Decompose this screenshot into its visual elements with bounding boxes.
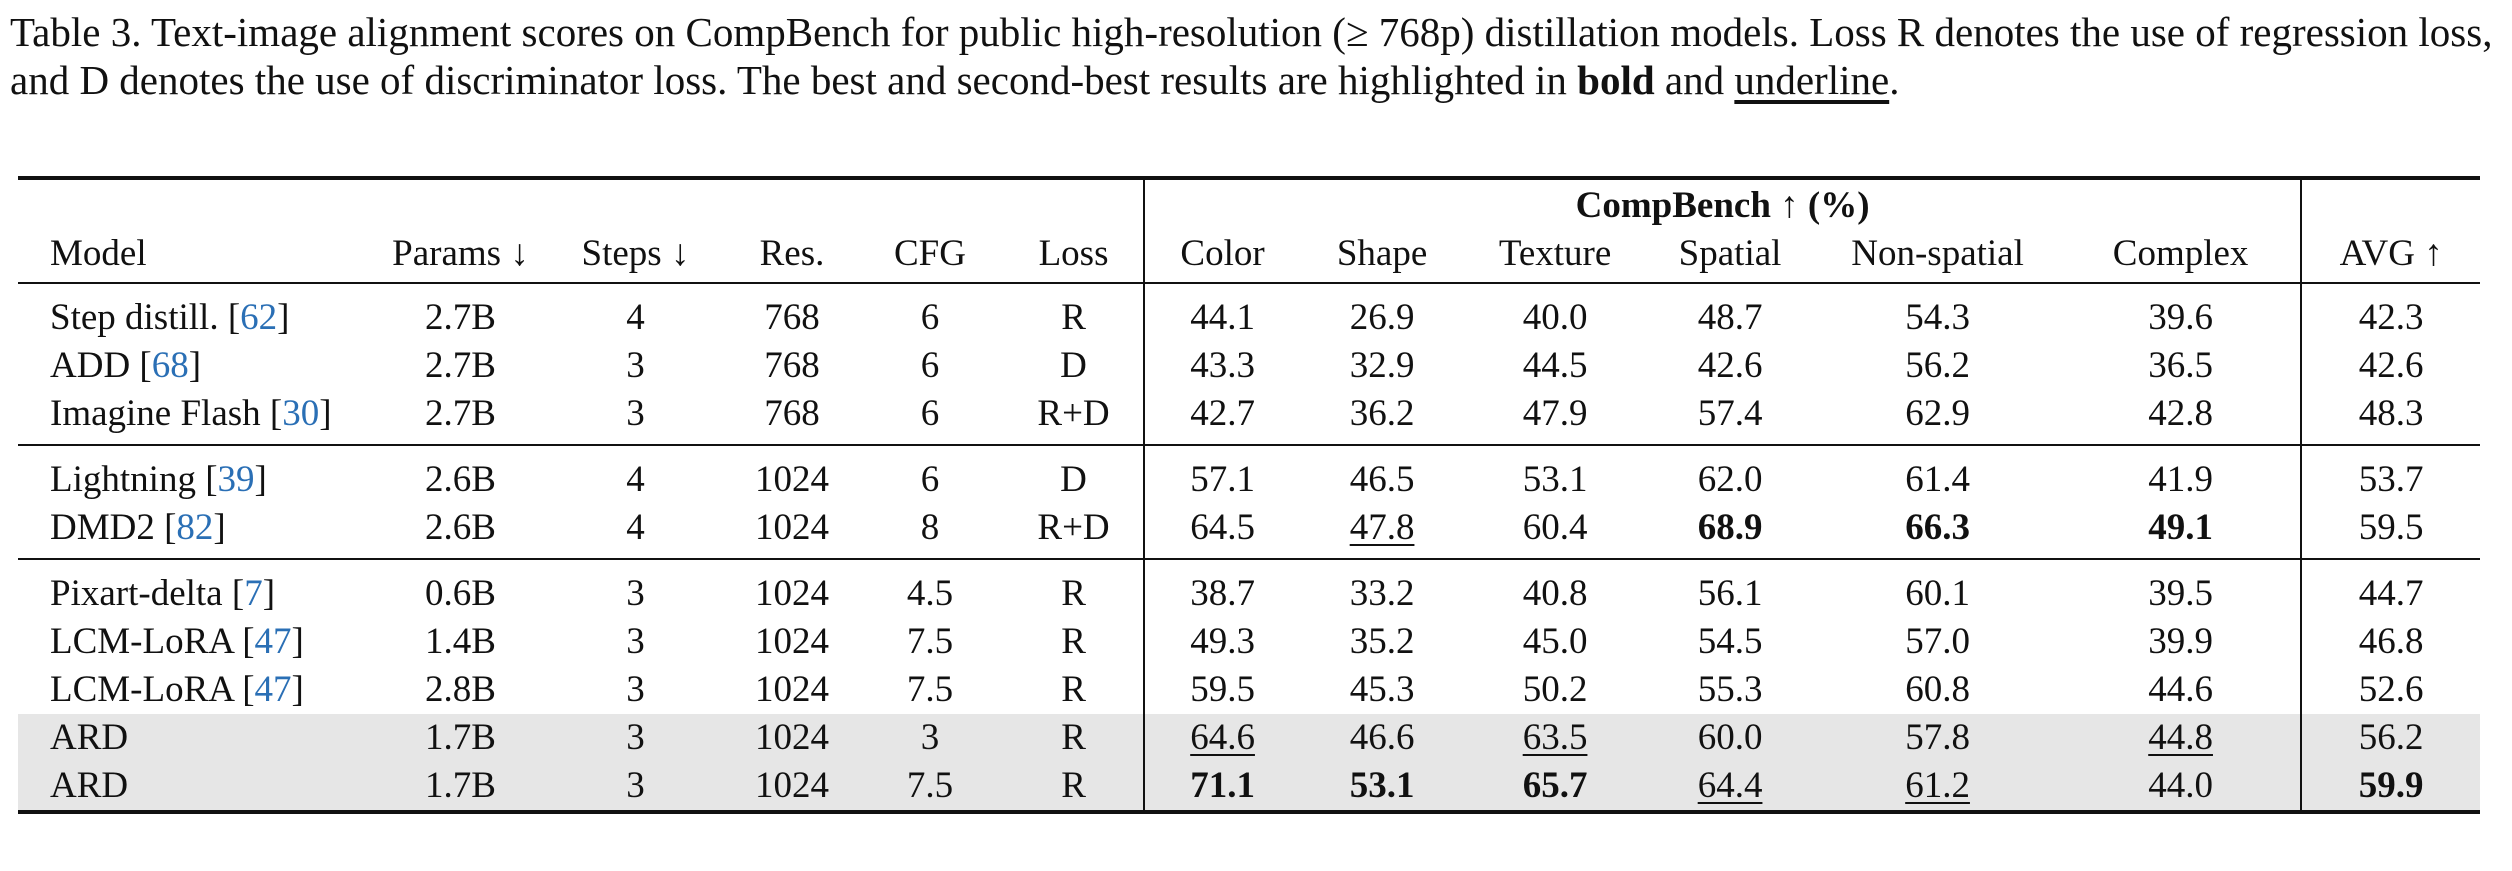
texture-cell: 53.1 — [1464, 445, 1646, 504]
col-header-res: Res. — [728, 232, 856, 283]
citation-link[interactable]: 47 — [254, 669, 292, 710]
steps-cell: 3 — [543, 762, 728, 812]
loss-cell: R — [1061, 669, 1086, 710]
steps-cell: 3 — [543, 714, 728, 762]
shape-cell: 26.9 — [1300, 283, 1464, 342]
cfg-cell: 6 — [856, 283, 1004, 342]
texture-cell: 63.5 — [1464, 714, 1646, 762]
cfg-cell: 3 — [856, 714, 1004, 762]
texture-cell: 47.9 — [1522, 393, 1588, 434]
citation-link[interactable]: 7 — [244, 573, 263, 614]
table-row — [18, 390, 2480, 445]
shape-cell: 46.5 — [1300, 445, 1464, 504]
params-cell: 1.4B — [425, 621, 496, 662]
table-row — [18, 445, 2480, 504]
nonspatial-cell: 57.8 — [1814, 714, 2061, 762]
params-cell: 0.6B — [378, 559, 543, 618]
spatial-cell: 68.9 — [1697, 507, 1763, 548]
steps-cell: 3 — [626, 393, 645, 434]
res-cell: 1024 — [755, 507, 829, 548]
model-cell: LCM-LoRA [47] — [50, 669, 304, 710]
nonspatial-cell: 61.4 — [1814, 445, 2061, 504]
caption-label: Table 3. — [10, 9, 142, 55]
avg-cell: 42.6 — [2301, 342, 2480, 390]
table-row — [18, 559, 2480, 618]
texture-cell: 40.8 — [1464, 559, 1646, 618]
params-cell: 2.6B — [378, 445, 543, 504]
model-cell: Imagine Flash [30] — [50, 393, 332, 434]
shape-cell: 45.3 — [1349, 669, 1415, 710]
avg-cell: 48.3 — [2301, 390, 2480, 445]
results-table — [18, 176, 2480, 814]
loss-cell: R — [1004, 559, 1144, 618]
avg-cell: 46.8 — [2301, 618, 2480, 666]
model-cell: ARD — [18, 714, 378, 762]
color-cell: 44.1 — [1144, 283, 1300, 342]
texture-cell: 45.0 — [1522, 621, 1588, 662]
res-cell: 768 — [764, 393, 820, 434]
nonspatial-cell: 60.1 — [1814, 559, 2061, 618]
color-cell: 38.7 — [1144, 559, 1300, 618]
texture-cell: 60.4 — [1522, 507, 1588, 548]
loss-cell: R+D — [1037, 507, 1110, 548]
spatial-cell: 56.1 — [1646, 559, 1814, 618]
loss-cell: R — [1061, 621, 1086, 662]
citation-link[interactable]: 39 — [217, 459, 255, 500]
steps-cell: 3 — [543, 559, 728, 618]
table-row — [18, 618, 2480, 666]
complex-cell: 39.6 — [2061, 283, 2301, 342]
params-cell: 1.7B — [378, 714, 543, 762]
cfg-cell: 8 — [920, 507, 940, 548]
color-cell: 43.3 — [1144, 342, 1300, 390]
complex-cell: 36.5 — [2148, 345, 2213, 386]
complex-cell: 49.1 — [2148, 507, 2213, 548]
res-cell: 1024 — [728, 559, 856, 618]
cfg-cell: 6 — [920, 393, 940, 434]
texture-cell: 50.2 — [1522, 669, 1588, 710]
cfg-cell: 7.5 — [856, 762, 1004, 812]
avg-cell: 53.7 — [2301, 445, 2480, 504]
color-cell: 71.1 — [1144, 762, 1300, 812]
params-cell: 2.8B — [425, 669, 496, 710]
shape-cell: 46.6 — [1300, 714, 1464, 762]
citation-link[interactable]: 30 — [282, 393, 320, 434]
complex-cell: 41.9 — [2061, 445, 2301, 504]
nonspatial-cell: 57.0 — [1905, 621, 1970, 662]
steps-cell: 4 — [543, 283, 728, 342]
color-cell: 64.5 — [1144, 504, 1300, 559]
shape-cell: 32.9 — [1349, 345, 1415, 386]
complex-cell: 44.0 — [2061, 762, 2301, 812]
steps-cell: 4 — [543, 445, 728, 504]
avg-cell: 42.3 — [2301, 283, 2480, 342]
model-cell: ARD — [18, 762, 378, 812]
header-row-columns — [18, 232, 2480, 283]
spatial-cell: 64.4 — [1646, 762, 1814, 812]
caption-geq-symbol: ≥ — [1345, 9, 1369, 55]
nonspatial-cell: 56.2 — [1905, 345, 1970, 386]
table-row-highlighted — [18, 714, 2480, 762]
texture-cell: 40.0 — [1464, 283, 1646, 342]
shape-cell: 36.2 — [1349, 393, 1415, 434]
compbench-group-header: CompBench ↑ (%) — [1144, 178, 2301, 232]
complex-cell: 44.8 — [2061, 714, 2301, 762]
caption-underline-word: underline — [1734, 57, 1890, 103]
spatial-cell: 60.0 — [1646, 714, 1814, 762]
avg-cell: 59.5 — [2301, 504, 2480, 559]
table-row — [18, 666, 2480, 714]
texture-cell: 44.5 — [1522, 345, 1588, 386]
nonspatial-cell: 60.8 — [1905, 669, 1970, 710]
model-cell: LCM-LoRA [47] — [50, 621, 304, 662]
caption-text-a: Text-image alignment scores on CompBench for public high-resolution ( — [150, 9, 1346, 55]
col-header-avg: AVG ↑ — [2301, 232, 2480, 283]
loss-cell: R — [1004, 283, 1144, 342]
model-cell: Pixart-delta [7] — [18, 559, 378, 618]
color-cell: 57.1 — [1144, 445, 1300, 504]
color-cell: 49.3 — [1144, 618, 1300, 666]
color-cell: 42.7 — [1144, 390, 1300, 445]
citation-link[interactable]: 82 — [176, 507, 214, 548]
spatial-cell: 57.4 — [1697, 393, 1763, 434]
results-table-wrapper — [18, 176, 2480, 814]
avg-cell: 44.7 — [2301, 559, 2480, 618]
col-header-nonspatial: Non-spatial — [1814, 232, 2061, 283]
model-cell: ADD [68] — [50, 345, 202, 386]
col-header-model: Model — [18, 232, 378, 283]
avg-cell: 52.6 — [2301, 666, 2480, 714]
loss-cell: R — [1004, 762, 1144, 812]
model-cell: Step distill. [62] — [18, 283, 378, 342]
cfg-cell: 7.5 — [906, 621, 954, 662]
table-row-highlighted — [18, 762, 2480, 812]
complex-cell: 42.8 — [2148, 393, 2213, 434]
caption-bold-word: bold — [1577, 57, 1655, 103]
citation-link[interactable]: 68 — [151, 345, 189, 386]
table-row — [18, 504, 2480, 559]
res-cell: 1024 — [728, 445, 856, 504]
params-cell: 2.7B — [425, 345, 496, 386]
shape-cell: 53.1 — [1300, 762, 1464, 812]
citation-link[interactable]: 62 — [240, 297, 278, 338]
params-cell: 2.7B — [425, 393, 496, 434]
cfg-cell: 6 — [856, 445, 1004, 504]
res-cell: 768 — [764, 345, 820, 386]
shape-cell: 33.2 — [1300, 559, 1464, 618]
color-cell: 64.6 — [1144, 714, 1300, 762]
col-header-color: Color — [1144, 232, 1300, 283]
loss-cell: D — [1060, 345, 1087, 386]
model-cell: DMD2 [82] — [50, 507, 226, 548]
avg-cell: 59.9 — [2301, 762, 2480, 812]
spatial-cell: 54.5 — [1697, 621, 1763, 662]
spatial-cell: 48.7 — [1646, 283, 1814, 342]
table-caption — [10, 8, 2500, 104]
res-cell: 768 — [728, 283, 856, 342]
color-cell: 59.5 — [1144, 666, 1300, 714]
col-header-loss: Loss — [1004, 232, 1144, 283]
header-row-group — [18, 178, 2480, 232]
res-cell: 1024 — [728, 762, 856, 812]
model-cell: Lightning [39] — [18, 445, 378, 504]
nonspatial-cell: 54.3 — [1814, 283, 2061, 342]
shape-cell: 35.2 — [1349, 621, 1415, 662]
spatial-cell: 55.3 — [1697, 669, 1763, 710]
cfg-cell: 4.5 — [856, 559, 1004, 618]
col-header-texture: Texture — [1464, 232, 1646, 283]
shape-cell: 47.8 — [1349, 507, 1415, 548]
cfg-cell: 6 — [920, 345, 940, 386]
loss-cell: R+D — [1037, 393, 1110, 434]
res-cell: 1024 — [728, 714, 856, 762]
loss-cell: D — [1004, 445, 1144, 504]
steps-cell: 3 — [626, 621, 645, 662]
caption-and: and — [1654, 57, 1735, 103]
nonspatial-cell: 62.9 — [1905, 393, 1970, 434]
table-row — [18, 342, 2480, 390]
caption-end: . — [1889, 57, 1900, 103]
citation-link[interactable]: 47 — [254, 621, 292, 662]
texture-cell: 65.7 — [1464, 762, 1646, 812]
complex-cell: 39.5 — [2061, 559, 2301, 618]
params-cell: 1.7B — [378, 762, 543, 812]
res-cell: 1024 — [755, 621, 829, 662]
spatial-cell: 42.6 — [1697, 345, 1763, 386]
col-header-params: Params ↓ — [378, 232, 543, 283]
res-cell: 1024 — [755, 669, 829, 710]
avg-cell: 56.2 — [2301, 714, 2480, 762]
col-header-complex: Complex — [2061, 232, 2301, 283]
complex-cell: 39.9 — [2148, 621, 2213, 662]
nonspatial-cell: 61.2 — [1814, 762, 2061, 812]
params-cell: 2.7B — [378, 283, 543, 342]
col-header-shape: Shape — [1300, 232, 1464, 283]
steps-cell: 3 — [626, 345, 645, 386]
complex-cell: 44.6 — [2148, 669, 2213, 710]
col-header-spatial: Spatial — [1646, 232, 1814, 283]
params-cell: 2.6B — [425, 507, 496, 548]
col-header-steps: Steps ↓ — [543, 232, 728, 283]
spatial-cell: 62.0 — [1646, 445, 1814, 504]
nonspatial-cell: 66.3 — [1905, 507, 1970, 548]
steps-cell: 3 — [626, 669, 645, 710]
steps-cell: 4 — [626, 507, 645, 548]
col-header-cfg: CFG — [856, 232, 1004, 283]
loss-cell: R — [1004, 714, 1144, 762]
cfg-cell: 7.5 — [906, 669, 954, 710]
table-row — [18, 283, 2480, 342]
caption-text-b: 768p) distillation models. Loss R denotes the use of regression loss, and D denotes the use of discriminator loss. The best and second-best results are highlighted in — [10, 9, 2493, 103]
